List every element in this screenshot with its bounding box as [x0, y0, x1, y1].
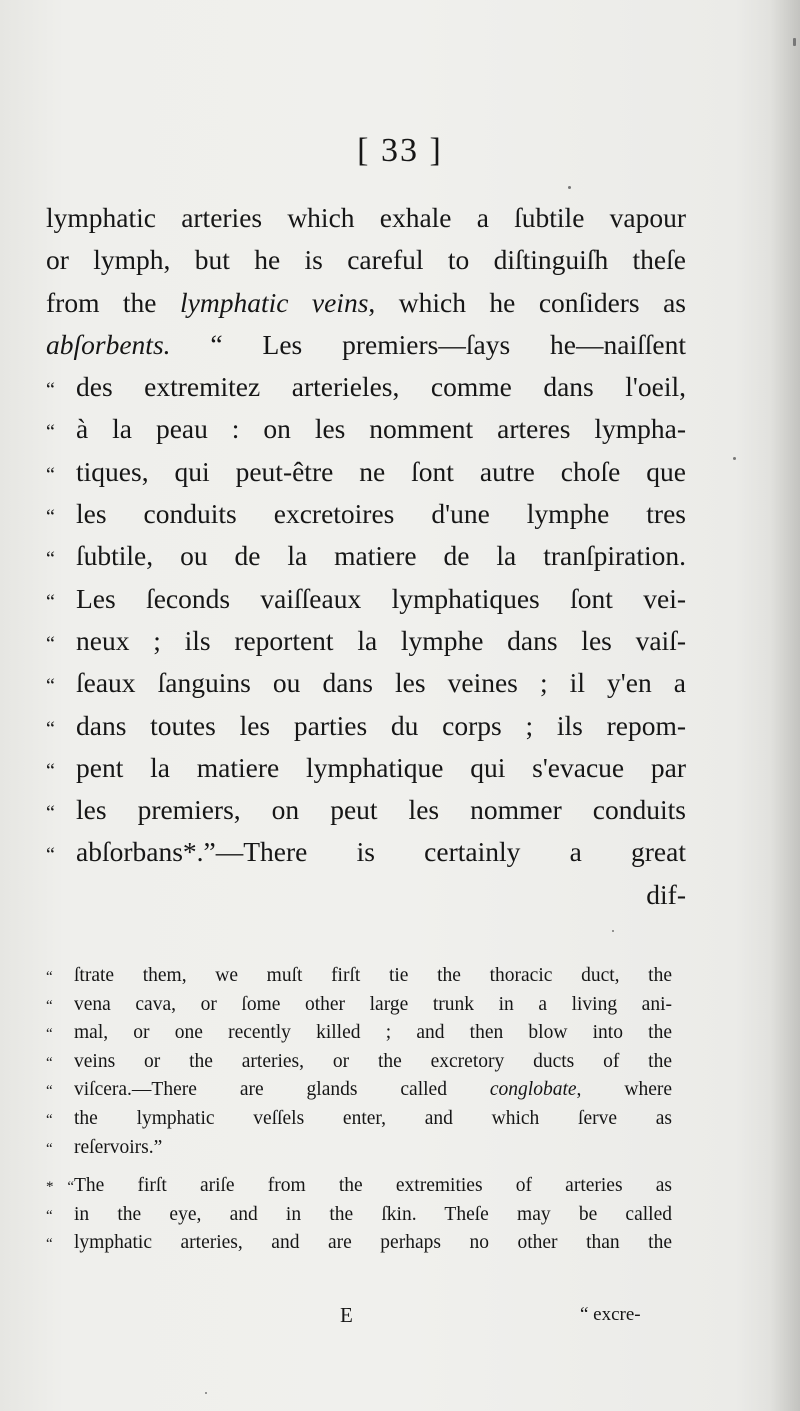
signature-mark: E [340, 1303, 353, 1327]
page-number: [ 33 ] [357, 132, 443, 169]
quote-mark: “ [46, 759, 55, 782]
quote-mark: “ [46, 675, 55, 698]
quote-mark: “ [46, 802, 55, 825]
footnote-line [46, 1172, 672, 1201]
body-line [46, 493, 686, 535]
footnote-line [46, 962, 672, 991]
body-line [46, 620, 686, 662]
body-line-text: à la peau : on les nomment arteres lympha- [76, 413, 686, 445]
main-text [46, 197, 686, 916]
body-line [46, 239, 686, 281]
quote-mark: “ [46, 844, 55, 867]
body-line [46, 831, 686, 873]
quote-mark: “ [46, 421, 55, 444]
body-line [46, 197, 686, 239]
footnote-line-text: ſtrate them, we muſt firſt tie the thoracic duct, the [74, 965, 672, 986]
footnote-line [46, 1229, 672, 1258]
body-line-text: from the lymphatic veins, which he conſiders as [46, 286, 687, 318]
body-line [46, 366, 686, 408]
quote-mark: “ [46, 1026, 53, 1043]
body-line-text: Les ſeconds vaiſſeaux lymphatiques ſont vei- [76, 582, 686, 614]
footnote-line-text: vena cava, or ſome other large trunk in a living ani- [74, 993, 672, 1015]
quote-mark: “ [46, 717, 55, 740]
footnote-line-text: lymphatic arteries, and are perhaps no other than the [74, 1232, 672, 1254]
body-line-text: or lymph, but he is careful to diſtinguiſh theſe [46, 244, 686, 276]
body-line-text: dans toutes les parties du corps ; ils repom- [76, 709, 686, 741]
body-line [46, 578, 686, 620]
quote-mark: “ [46, 506, 55, 529]
body-line [46, 408, 686, 450]
italic-term: lymphatic veins [179, 286, 369, 318]
quote-mark: “ [46, 379, 55, 402]
body-line-text: des extremitez arterieles, comme dans l'oeil, [76, 371, 686, 403]
paper-speck [612, 930, 614, 932]
body-line [46, 789, 686, 831]
italic-term: conglobate [489, 1079, 577, 1101]
body-line-text: ſeaux ſanguins ou dans les veines ; il y'en a [76, 667, 686, 699]
body-line [46, 451, 686, 493]
footnote-line [46, 1105, 672, 1134]
footnote-line [46, 991, 672, 1020]
footnote-line [46, 1134, 672, 1163]
body-line-text: les conduits excretoires d'une lymphe tres [76, 498, 686, 530]
paper-speck [733, 457, 736, 460]
quote-mark: “ [46, 632, 55, 655]
footnote-line-text: viſcera.—There are glands called conglobate, where [74, 1079, 672, 1101]
body-line [46, 662, 686, 704]
body-line-text: ſubtile, ou de la matiere de la tranſpiration. [76, 540, 686, 572]
quote-mark: “ [46, 997, 53, 1014]
quote-mark: * “ [46, 1179, 74, 1196]
footnote-line-text: reſervoirs.” [74, 1136, 163, 1158]
paper-speck [568, 186, 571, 189]
quote-mark: “ [46, 1140, 53, 1157]
footnote-line-text: the lymphatic veſſels enter, and which ſerve as [74, 1107, 672, 1129]
footnote-line-text: veins or the arteries, or the excretory ducts of the [74, 1050, 672, 1072]
paper-speck [793, 38, 796, 46]
body-line [46, 535, 686, 577]
paper-speck [205, 1392, 207, 1394]
footnote-line-text: in the eye, and in the ſkin. Theſe may be called [74, 1203, 672, 1225]
quote-mark: “ [46, 969, 53, 985]
footnote-gap [46, 1162, 672, 1172]
quote-mark: “ [46, 1054, 53, 1071]
body-line-text: pent la matiere lymphatique qui s'evacue par [76, 751, 686, 783]
body-line [46, 324, 686, 366]
footnotes [46, 962, 672, 1258]
quote-mark: “ [46, 463, 55, 486]
body-line [46, 747, 686, 789]
footnote-line [46, 1201, 672, 1230]
quote-mark: “ [46, 590, 55, 613]
quote-mark: “ [46, 548, 55, 571]
footnote-line-text: The firſt ariſe from the extremities of arteries as [74, 1175, 672, 1197]
body-line [46, 705, 686, 747]
quote-mark: “ [46, 1207, 53, 1224]
body-line-text: lymphatic arteries which exhale a ſubtile vapour [46, 202, 686, 233]
footnote-line [46, 1076, 672, 1105]
catchword: “ excre- [580, 1304, 641, 1325]
body-line-text: abſorbans*.”—There is certainly a great [76, 836, 686, 868]
footnote-line-text: mal, or one recently killed ; and then blow into the [74, 1022, 672, 1044]
body-line-text: abſorbents. “ Les premiers—ſays he—naiſſent [46, 328, 686, 360]
hyphenated-continuation: dif- [646, 878, 686, 910]
footnote-line [46, 1048, 672, 1077]
page-edge-shadow [770, 0, 800, 1411]
quote-mark: “ [46, 1111, 53, 1128]
footnote-line [46, 1019, 672, 1048]
italic-term: abſorbents. [46, 328, 171, 360]
body-line-text: tiques, qui peut-être ne ſont autre choſe que [76, 455, 686, 487]
body-line-text: les premiers, on peut les nommer conduits [76, 794, 686, 826]
quote-mark: “ [46, 1083, 53, 1100]
body-line [46, 282, 686, 324]
body-line-text: neux ; ils reportent la lymphe dans les vaiſ- [76, 624, 686, 656]
quote-mark: “ [46, 1236, 53, 1253]
